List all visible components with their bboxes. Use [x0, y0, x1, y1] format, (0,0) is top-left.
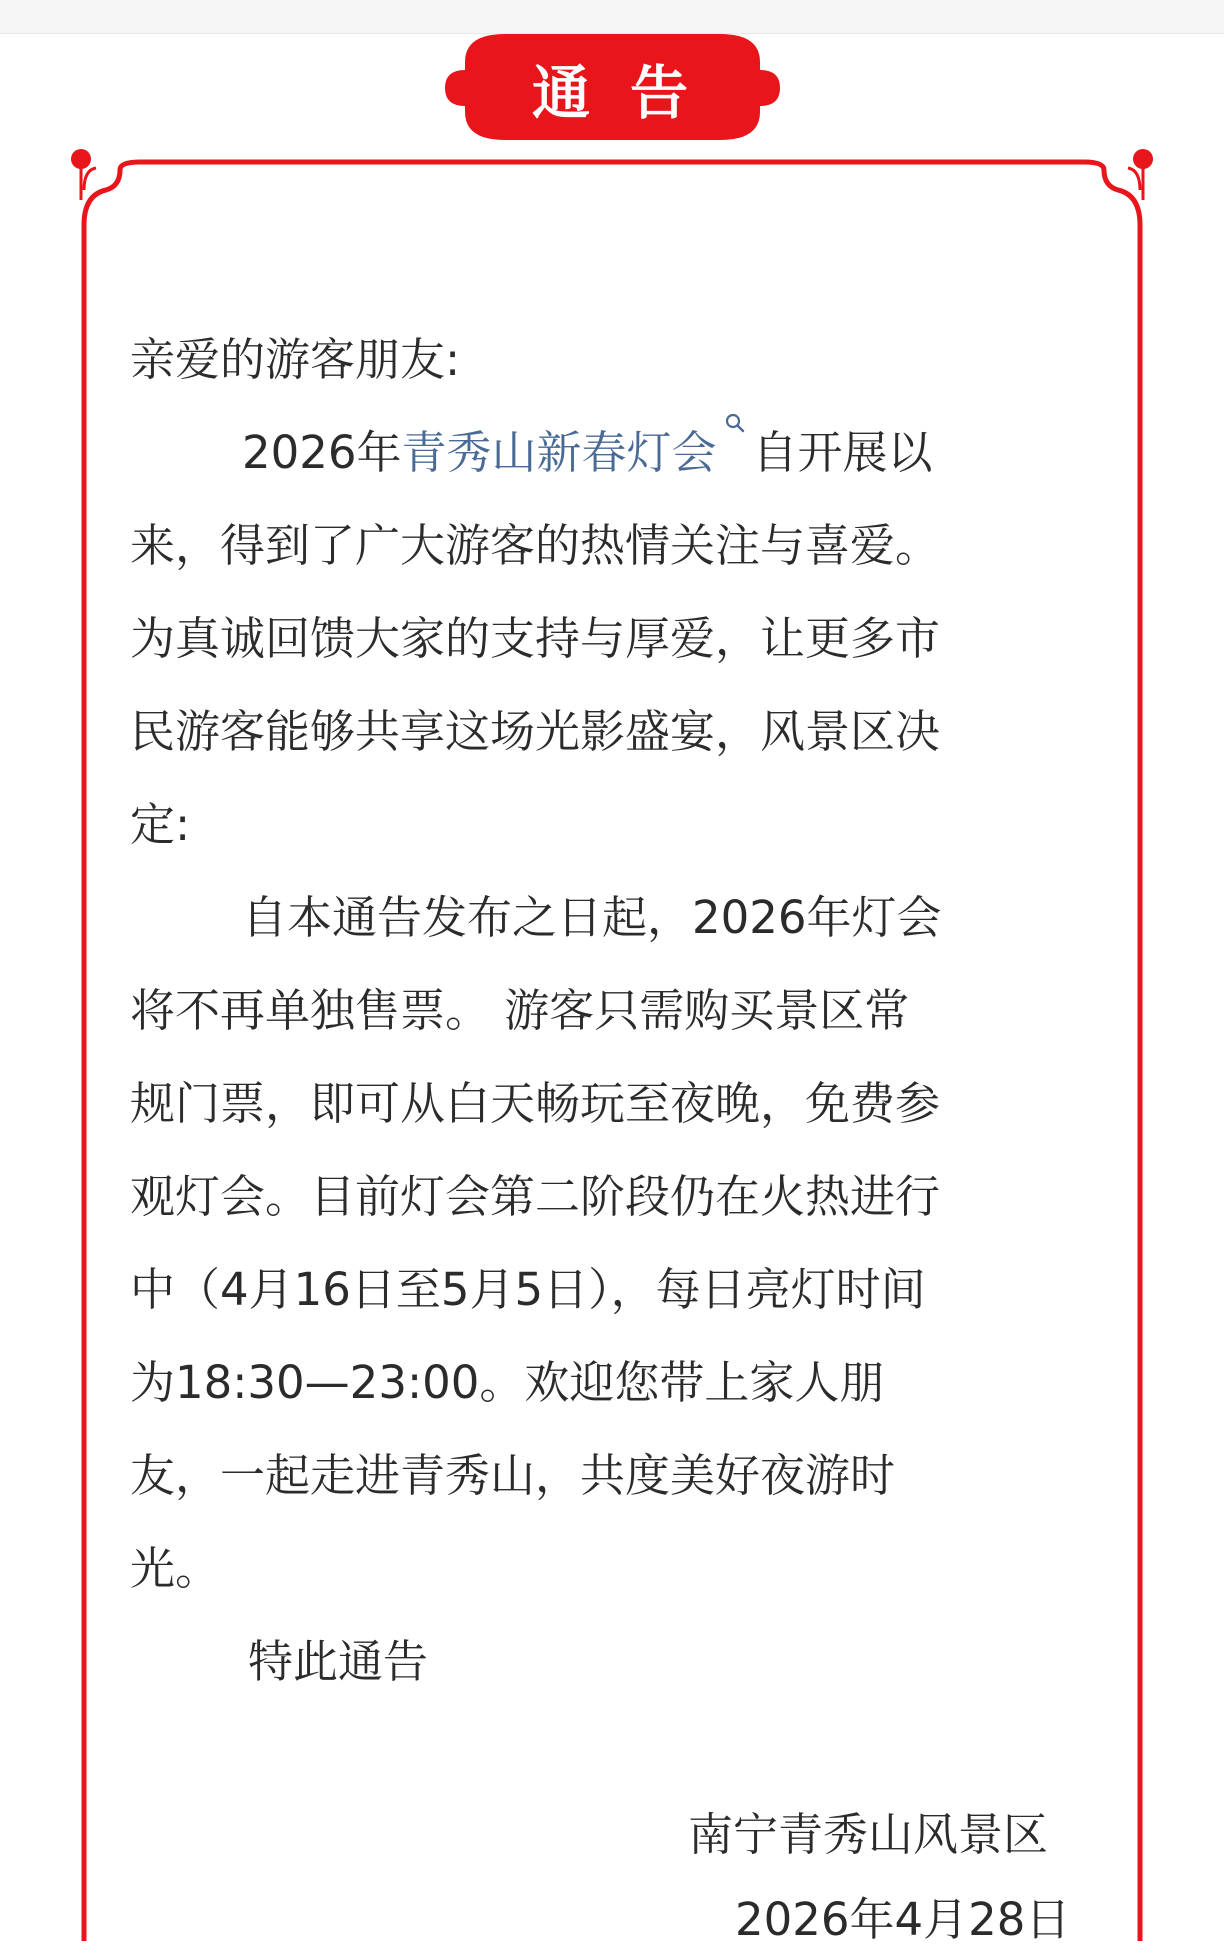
paragraph-1-line-5: 定:: [130, 798, 191, 851]
paragraph-2-line-2: 将不再单独售票。 游客只需购买景区常: [130, 984, 910, 1037]
p1-suffix: 自开展以: [752, 426, 933, 479]
salutation: 亲爱的游客朋友:: [130, 333, 461, 386]
paragraph-2-line-7: 友，一起走进青秀山，共度美好夜游时: [130, 1449, 896, 1502]
paragraph-1-line-4: 民游客能够共享这场光影盛宴，风景区决: [130, 705, 941, 758]
issuer: 南宁青秀山风景区: [688, 1808, 1049, 1861]
p1-prefix: 2026年: [242, 426, 402, 479]
lantern-festival-link[interactable]: 青秀山新春灯会: [401, 426, 717, 479]
paragraph-2-line-8: 光。: [130, 1542, 221, 1595]
paragraph-1-line-1: [242, 413, 933, 493]
search-icon[interactable]: [723, 413, 749, 463]
notice-title: 通告: [531, 59, 728, 127]
paragraph-2-line-3: 规门票，即可从白天畅玩至夜晚，免费参: [130, 1077, 941, 1130]
issue-date: 2026年4月28日: [735, 1893, 1071, 1946]
closing-line: 特此通告: [248, 1635, 429, 1688]
paragraph-2-line-5: 中（4月16日至5月5日），每日亮灯时间: [130, 1263, 926, 1316]
paragraph-2-line-4: 观灯会。目前灯会第二阶段仍在火热进行: [130, 1170, 941, 1223]
paragraph-2-line-1: 自本通告发布之日起，2026年灯会: [242, 891, 942, 944]
paragraph-1-line-2: 来，得到了广大游客的热情关注与喜爱。: [130, 519, 941, 572]
paragraph-1-line-3: 为真诚回馈大家的支持与厚爱，让更多市: [130, 612, 941, 665]
paragraph-2-line-6: 为18:30—23:00。欢迎您带上家人朋: [130, 1356, 885, 1409]
